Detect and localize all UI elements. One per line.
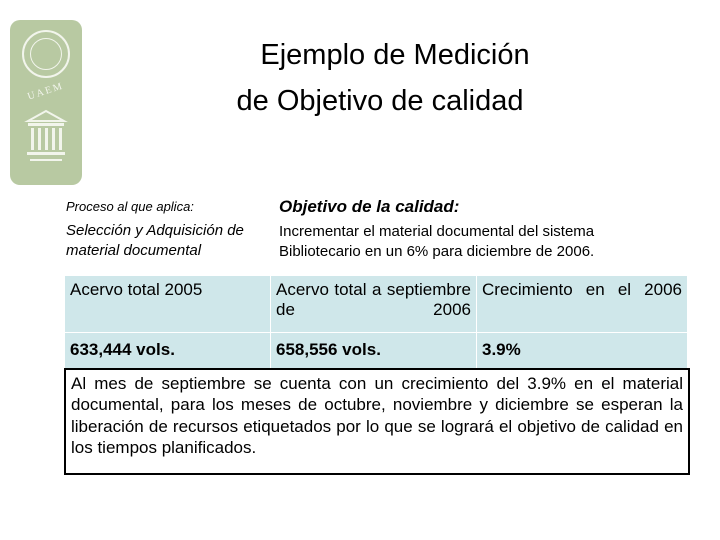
logo-text: UAEM [26, 80, 66, 103]
cell-total-2005-value: 633,444 vols. [65, 333, 271, 371]
objective-value: Incrementar el material documental del sistema Bibliotecario en un 6% para diciembre de 2006. [279, 223, 595, 261]
process-value: Selección y Adquisición de material documental [66, 222, 244, 259]
cell-growth-2006-label: Crecimiento en el 2006 [477, 276, 688, 333]
table-row [65, 276, 688, 333]
objective-header [64, 195, 688, 275]
uaem-logo-panel [10, 20, 82, 185]
slide-title-line1: Ejemplo de Medición [260, 39, 530, 71]
measurement-frame [64, 195, 688, 473]
university-seal-icon [22, 30, 70, 78]
cell-total-sep-2006-label: Acervo total a septiembre de 2006 [271, 276, 477, 333]
cell-total-sep-2006-value: 658,556 vols. [271, 333, 477, 371]
cell-growth-2006-value: 3.9% [477, 333, 688, 371]
summary-text: Al mes de septiembre se cuenta con un crecimiento del 3.9% en el material documental, para los meses de octubre, noviembre y diciembre se esperan la liberación de recursos etiquetados por lo que se logrará el objetivo de calidad en los tiempos planificados. [64, 368, 690, 475]
slide-title-line2: de Objetivo de calidad [236, 85, 524, 117]
building-icon [24, 107, 68, 167]
table-row [65, 333, 688, 371]
objective-label: Objetivo de la calidad: [279, 197, 460, 216]
measurement-table [64, 275, 688, 371]
cell-total-2005-label: Acervo total 2005 [65, 276, 271, 333]
process-label: Proceso al que aplica: [66, 199, 194, 214]
